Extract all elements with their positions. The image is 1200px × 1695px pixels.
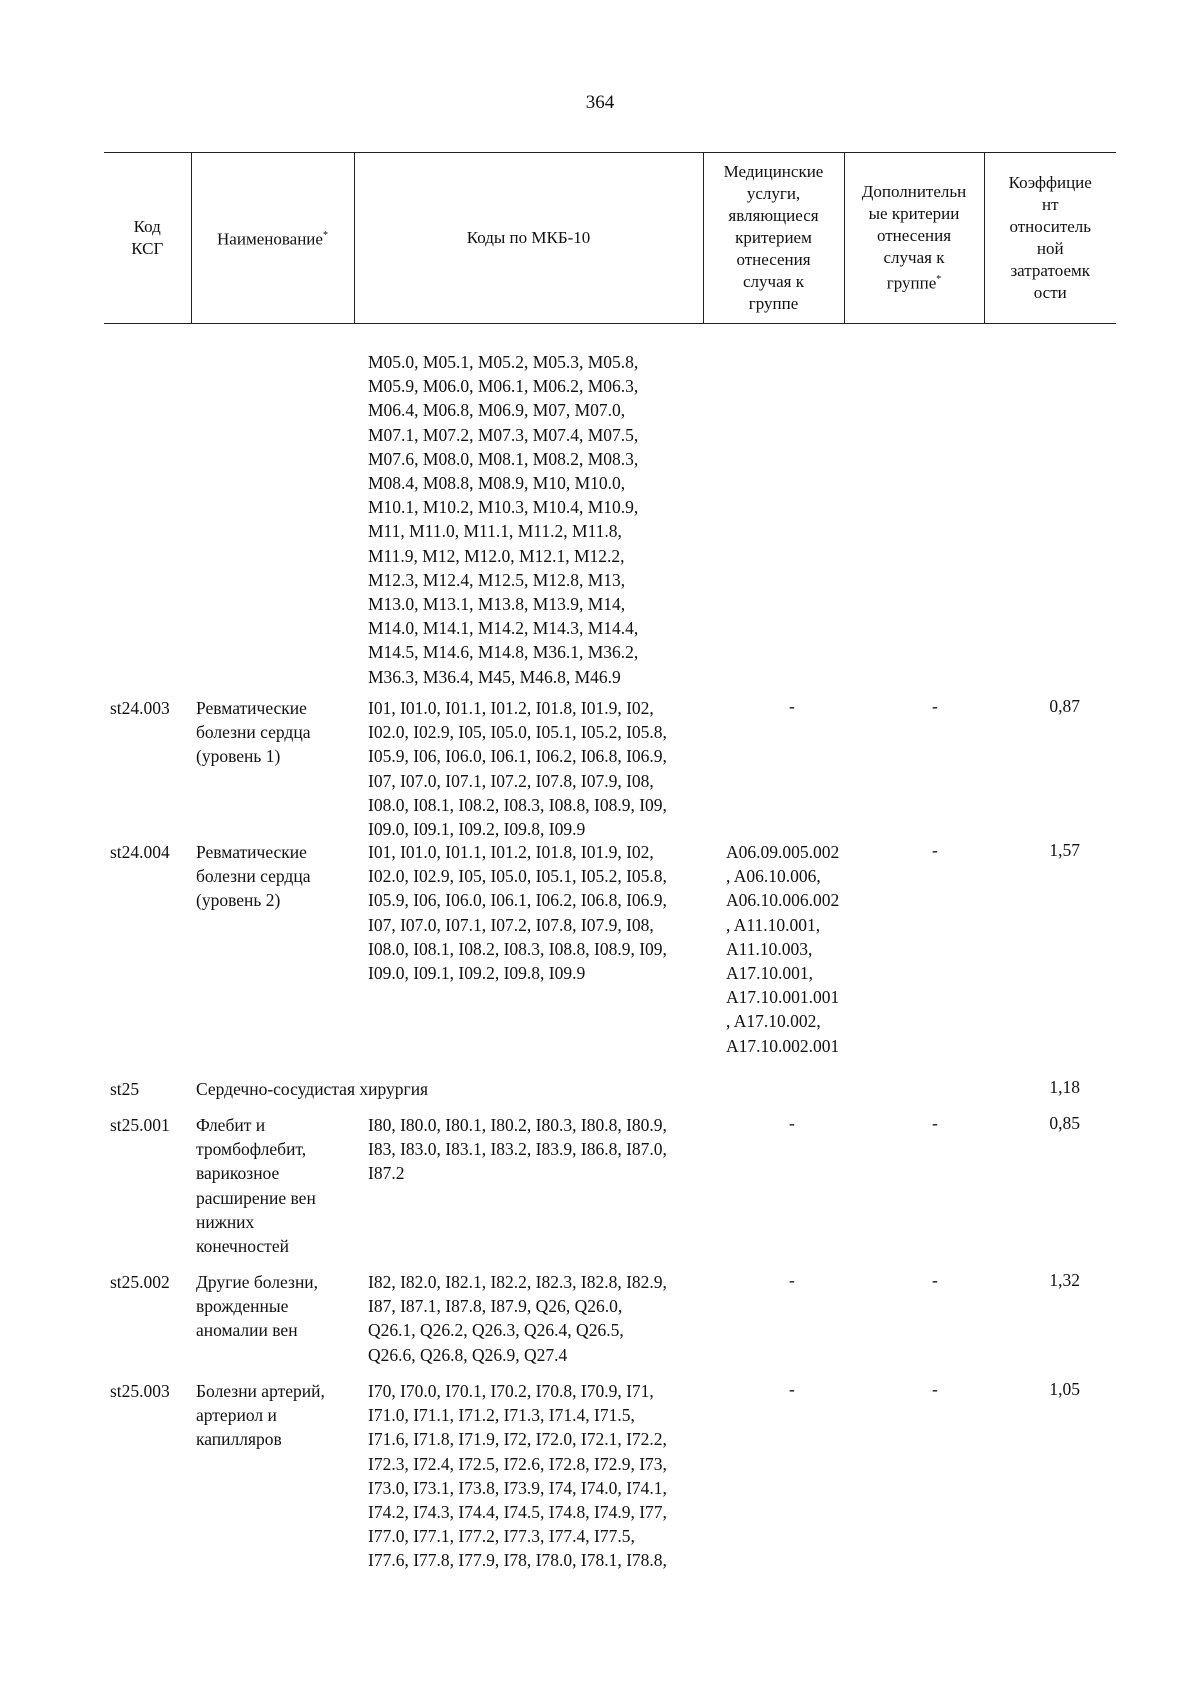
code-line: I02.0, I02.9, I05, I05.0, I05.1, I05.2, I05.8, bbox=[368, 722, 667, 743]
code-line: I71.6, I71.8, I71.9, I72, I72.0, I72.1, I72.2, bbox=[368, 1429, 667, 1450]
name-line: болезни сердца bbox=[196, 866, 311, 887]
name-line: аномалии вен bbox=[196, 1320, 298, 1341]
code-line: I80, I80.0, I80.1, I80.2, I80.3, I80.8, I80.9, bbox=[368, 1115, 667, 1135]
coef-value: 0,87 bbox=[1049, 696, 1080, 716]
header-services-line: случая к bbox=[743, 272, 804, 291]
services-value: - bbox=[789, 1270, 795, 1290]
coef-value: 1,05 bbox=[1049, 1379, 1080, 1399]
name-line: Ревматические bbox=[196, 842, 307, 862]
mkb-codes bbox=[368, 1379, 667, 1573]
header-coef-line: ной bbox=[1036, 239, 1064, 258]
header-extra-line: отнесения bbox=[876, 226, 952, 246]
service-line: , A06.10.006, bbox=[726, 866, 821, 887]
header-name-text: Наименование bbox=[217, 229, 323, 249]
code-line: Q26.6, Q26.8, Q26.9, Q27.4 bbox=[368, 1344, 568, 1365]
header-services-line: являющиеся bbox=[728, 206, 819, 225]
extra-criteria-value: - bbox=[932, 1270, 938, 1290]
code-line: I72.3, I72.4, I72.5, I72.6, I72.8, I72.9, I73, bbox=[368, 1453, 667, 1474]
ksg-name bbox=[196, 840, 310, 913]
header-services-line: критерием bbox=[735, 228, 812, 247]
header-name bbox=[191, 153, 354, 324]
code-line: M10.1, M10.2, M10.3, M10.4, M10.9, bbox=[368, 497, 639, 518]
header-services bbox=[703, 153, 844, 324]
name-line: (уровень 2) bbox=[196, 890, 281, 911]
continuation-codes bbox=[368, 350, 638, 689]
ksg-code: st25.003 bbox=[110, 1381, 170, 1401]
ksg-name bbox=[196, 1113, 316, 1258]
ksg-code: st24.004 bbox=[110, 842, 170, 862]
page-number: 364 bbox=[585, 92, 615, 113]
extra-criteria-value: - bbox=[932, 1379, 938, 1399]
service-line: , A11.10.001, bbox=[726, 914, 821, 935]
code-line: I70, I70.0, I70.1, I70.2, I70.8, I70.9, I71, bbox=[368, 1381, 654, 1401]
coef-value: 1,57 bbox=[1049, 840, 1080, 860]
header-coef-line: нт bbox=[1041, 195, 1059, 214]
code-line: M14.5, M14.6, M14.8, M36.1, M36.2, bbox=[368, 642, 639, 663]
header-code-line: КСГ bbox=[131, 239, 164, 258]
code-line: I08.0, I08.1, I08.2, I08.3, I08.8, I08.9, I09, bbox=[368, 938, 667, 959]
header-extra bbox=[844, 153, 984, 324]
code-line: M12.3, M12.4, M12.5, M12.8, M13, bbox=[368, 569, 626, 590]
name-line: капилляров bbox=[196, 1429, 282, 1450]
name-line: Ревматические bbox=[196, 698, 307, 718]
header-coef-line: ости bbox=[1033, 283, 1067, 302]
code-line: I87.2 bbox=[368, 1163, 405, 1184]
mkb-codes bbox=[368, 696, 667, 841]
services-value: - bbox=[789, 1379, 795, 1399]
header-coef-line: относитель bbox=[1009, 217, 1092, 236]
code-line: M05.9, M06.0, M06.1, M06.2, M06.3, bbox=[368, 376, 639, 397]
code-line: I08.0, I08.1, I08.2, I08.3, I08.8, I08.9, I09, bbox=[368, 794, 667, 815]
name-line: тромбофлебит, bbox=[196, 1139, 307, 1160]
name-line: Флебит и bbox=[196, 1115, 266, 1135]
service-line: A17.10.002.001 bbox=[726, 1035, 840, 1056]
code-line: M06.4, M06.8, M06.9, M07, M07.0, bbox=[368, 400, 626, 421]
header-services-line: группе bbox=[748, 294, 799, 313]
code-line: M14.0, M14.1, M14.2, M14.3, M14.4, bbox=[368, 618, 639, 639]
header-coef bbox=[984, 153, 1116, 324]
code-line: I82, I82.0, I82.1, I82.2, I82.3, I82.8, I82.9, bbox=[368, 1272, 667, 1292]
ksg-name bbox=[196, 696, 310, 769]
ksg-code: st24.003 bbox=[110, 698, 170, 718]
ksg-code: st25.002 bbox=[110, 1272, 170, 1292]
code-line: I83, I83.0, I83.1, I83.2, I83.9, I86.8, I87.0, bbox=[368, 1139, 667, 1160]
code-line: I09.0, I09.1, I09.2, I09.8, I09.9 bbox=[368, 963, 586, 984]
header-mkb-text: Коды по МКБ-10 bbox=[466, 228, 591, 247]
ksg-name bbox=[196, 1270, 318, 1343]
name-line: нижних bbox=[196, 1211, 255, 1232]
ksg-code: st25 bbox=[110, 1079, 140, 1099]
ksg-code: st25.001 bbox=[110, 1115, 170, 1135]
header-coef-line: Коэффицие bbox=[1008, 173, 1092, 192]
ksg-name bbox=[196, 1379, 325, 1452]
name-line: врожденные bbox=[196, 1296, 289, 1317]
coef-value: 1,32 bbox=[1049, 1270, 1080, 1290]
code-line: M07.1, M07.2, M07.3, M07.4, M07.5, bbox=[368, 424, 639, 445]
header-extra-line: Дополнительн bbox=[861, 182, 967, 202]
code-line: I02.0, I02.9, I05, I05.0, I05.1, I05.2, I05.8, bbox=[368, 866, 667, 887]
extra-criteria-value: - bbox=[932, 1113, 938, 1133]
code-line: M36.3, M36.4, M45, M46.8, M46.9 bbox=[368, 666, 621, 687]
code-line: I07, I07.0, I07.1, I07.2, I07.8, I07.9, I08, bbox=[368, 770, 654, 791]
code-line: I77.6, I77.8, I77.9, I78, I78.0, I78.1, I78.8, bbox=[368, 1550, 667, 1571]
header-coef-line: затратоемк bbox=[1010, 261, 1091, 280]
footnote-mark: * bbox=[936, 274, 942, 286]
header-services-line: Медицинские bbox=[723, 162, 824, 181]
code-line: M05.0, M05.1, M05.2, M05.3, M05.8, bbox=[368, 352, 639, 372]
extra-criteria-value: - bbox=[932, 696, 938, 716]
header-services-line: отнесения bbox=[736, 250, 811, 269]
name-line: Болезни артерий, bbox=[196, 1381, 325, 1401]
header-extra-line bbox=[848, 269, 981, 295]
code-line: M11, M11.0, M11.1, M11.2, M11.8, bbox=[368, 521, 622, 542]
footnote-mark: * bbox=[322, 230, 328, 242]
code-line: I74.2, I74.3, I74.4, I74.5, I74.8, I74.9, I77, bbox=[368, 1502, 667, 1523]
table-header bbox=[104, 152, 1116, 324]
header-services-line: услуги, bbox=[746, 184, 801, 203]
code-line: I05.9, I06, I06.0, I06.1, I06.2, I06.8, I06.9, bbox=[368, 746, 667, 767]
service-line: A17.10.001, bbox=[726, 963, 814, 984]
code-line: M13.0, M13.1, M13.8, M13.9, M14, bbox=[368, 594, 626, 615]
group-name: Сердечно-сосудистая хирургия bbox=[196, 1079, 429, 1099]
header-extra-text: группе bbox=[886, 273, 937, 293]
header-mkb bbox=[354, 153, 703, 324]
header-code-line: Код bbox=[133, 217, 161, 236]
code-line: I01, I01.0, I01.1, I01.2, I01.8, I01.9, I02, bbox=[368, 842, 654, 862]
code-line: I09.0, I09.1, I09.2, I09.8, I09.9 bbox=[368, 819, 586, 840]
header-extra-line: случая к bbox=[883, 248, 945, 268]
service-line: A06.09.005.002 bbox=[726, 842, 840, 862]
code-line: Q26.1, Q26.2, Q26.3, Q26.4, Q26.5, bbox=[368, 1320, 624, 1341]
mkb-codes bbox=[368, 1270, 667, 1367]
mkb-codes bbox=[368, 840, 667, 985]
coef-value: 1,18 bbox=[1049, 1077, 1080, 1097]
mkb-codes bbox=[368, 1113, 667, 1186]
name-line: расширение вен bbox=[196, 1187, 316, 1208]
code-line: I01, I01.0, I01.1, I01.2, I01.8, I01.9, I02, bbox=[368, 698, 654, 718]
code-line: I05.9, I06, I06.0, I06.1, I06.2, I06.8, I06.9, bbox=[368, 890, 667, 911]
name-line: артериол и bbox=[196, 1405, 277, 1426]
services-value: - bbox=[789, 696, 795, 716]
service-line: A06.10.006.002 bbox=[726, 890, 840, 911]
service-line: A11.10.003, bbox=[726, 938, 813, 959]
code-line: I71.0, I71.1, I71.2, I71.3, I71.4, I71.5, bbox=[368, 1405, 635, 1426]
header-extra-line: ые критерии bbox=[868, 204, 960, 224]
name-line: варикозное bbox=[196, 1163, 280, 1184]
extra-criteria-value: - bbox=[932, 840, 938, 860]
code-line: M11.9, M12, M12.0, M12.1, M12.2, bbox=[368, 545, 625, 566]
coef-value: 0,85 bbox=[1049, 1113, 1080, 1133]
code-line: I07, I07.0, I07.1, I07.2, I07.8, I07.9, I08, bbox=[368, 914, 654, 935]
services-list bbox=[726, 840, 839, 1058]
header-code bbox=[104, 153, 191, 324]
code-line: M08.4, M08.8, M08.9, M10, M10.0, bbox=[368, 473, 626, 494]
code-line: I73.0, I73.1, I73.8, I73.9, I74, I74.0, I74.1, bbox=[368, 1477, 667, 1498]
code-line: I77.0, I77.1, I77.2, I77.3, I77.4, I77.5, bbox=[368, 1526, 635, 1547]
service-line: A17.10.001.001 bbox=[726, 987, 840, 1008]
services-value: - bbox=[789, 1113, 795, 1133]
name-line: (уровень 1) bbox=[196, 746, 281, 767]
name-line: болезни сердца bbox=[196, 722, 311, 743]
code-line: I87, I87.1, I87.8, I87.9, Q26, Q26.0, bbox=[368, 1296, 623, 1317]
code-line: M07.6, M08.0, M08.1, M08.2, M08.3, bbox=[368, 448, 639, 469]
service-line: , A17.10.002, bbox=[726, 1011, 821, 1032]
name-line: конечностей bbox=[196, 1236, 289, 1257]
name-line: Другие болезни, bbox=[196, 1272, 319, 1292]
